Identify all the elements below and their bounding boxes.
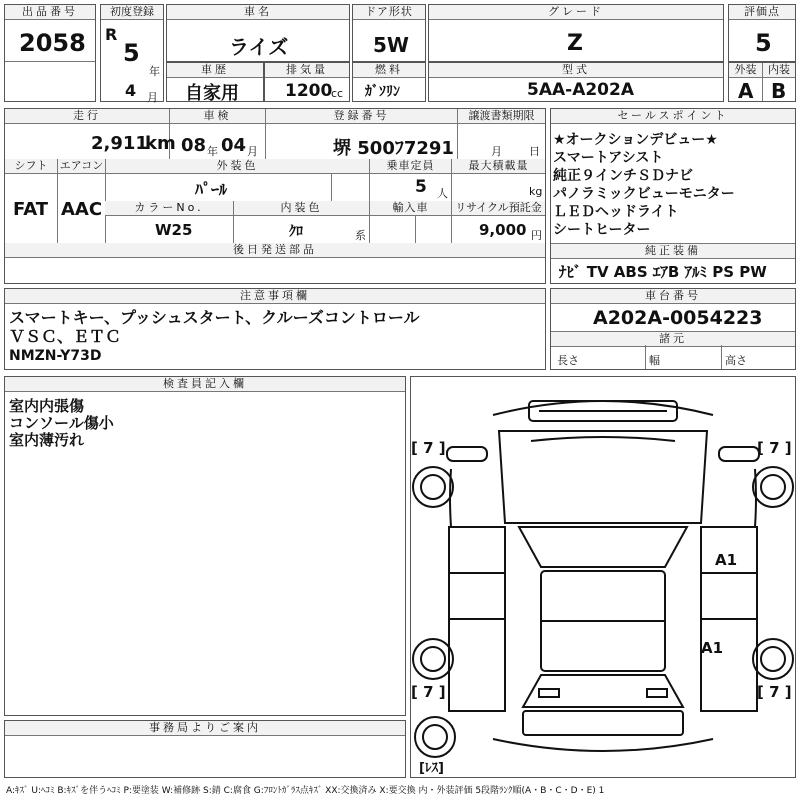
shift: FAT [13, 199, 49, 220]
history-header: 車歴 [167, 63, 263, 78]
tire-rear-left: [ 7 ] [411, 683, 446, 701]
model-header: 型式 [429, 63, 723, 78]
inspector-note: コンソール傷小 [9, 414, 114, 432]
length-label: 長さ [557, 354, 579, 367]
registration-header: 登録番号 [265, 109, 457, 124]
inspection-month: 04 [221, 135, 247, 156]
sales-point: スマートアシスト [553, 150, 664, 166]
capacity-header: 乗車定員 [369, 159, 451, 174]
tire-front-right: [ 7 ] [757, 439, 792, 457]
damage-mark: A1 [715, 551, 738, 569]
spec-block [4, 108, 546, 284]
month-unit: 月 [147, 91, 158, 104]
car-diagram-box [410, 376, 796, 778]
tire-rear-right: [ 7 ] [757, 683, 792, 701]
car-name-header: 車名 [167, 5, 349, 20]
exterior-grade: A [738, 79, 754, 103]
interior-color: ｸﾛ [289, 224, 303, 240]
sales-point: 純正９インチＳＤナビ [553, 168, 693, 184]
lot-number-box [4, 4, 96, 102]
era-mark: R [105, 25, 118, 44]
door-type: 5W [373, 33, 409, 57]
recycle-unit: 円 [531, 229, 542, 242]
car-name-box [166, 4, 350, 62]
inspection-year: 08 [181, 135, 207, 156]
year-unit: 年 [149, 65, 160, 78]
import-header: 輸入車 [369, 201, 451, 216]
sales-points-box [550, 108, 796, 284]
grade-header: グレード [429, 5, 723, 20]
model: 5AA-A202A [527, 80, 634, 100]
load-unit: kg [529, 185, 543, 198]
mileage-header: 走行 [5, 109, 169, 124]
transfer-doc-header: 譲渡書類期限 [457, 109, 545, 124]
color-number: W25 [155, 221, 193, 239]
first-registration-header: 初度登録 [101, 5, 163, 20]
caution-line: NMZN-Y73D [9, 348, 102, 364]
width-label: 幅 [649, 354, 660, 367]
registration-number: 堺 500ﾌ7291 [333, 138, 454, 159]
car-name: ライズ [229, 35, 289, 59]
exterior-header: 外装 [729, 63, 762, 78]
sales-points-header: セールスポイント [551, 109, 795, 124]
max-load-header: 最大積載量 [451, 159, 545, 174]
spare-tire-label: [ﾚｽ] [419, 761, 444, 776]
score-box [728, 4, 796, 62]
exterior-interior-box [728, 62, 796, 102]
inspector-note: 室内薄汚れ [9, 431, 85, 449]
mileage: 2,911 [91, 133, 148, 154]
sales-point: ★オークションデビュー★ [553, 132, 718, 148]
score: 5 [755, 29, 772, 57]
lot-number-header: 出品番号 [5, 5, 95, 20]
inspection-header: 車検 [169, 109, 265, 124]
shift-header: シフト [5, 159, 57, 174]
interior-grade: B [771, 79, 787, 103]
score-header: 評価点 [729, 5, 795, 20]
transfer-month-unit: 月 [491, 145, 502, 158]
aircon-header: エアコン [57, 159, 105, 174]
sales-point: パノラミックビューモニター [553, 186, 735, 202]
history-box [166, 62, 264, 102]
genuine-equipment: ﾅﾋﾞ TV ABS ｴｱB ｱﾙﾐ PS PW [559, 263, 767, 281]
fuel-header: 燃料 [353, 63, 425, 78]
legend: A:ｷｽﾞ U:ﾍｺﾐ B:ｷｽﾞを伴うﾍｺﾐ P:要塗装 W:補修跡 S:錆 C:腐食 G:ﾌﾛﾝﾄｶﾞﾗｽ点ｷｽﾞ XX:交換済み X:要交換 内・外装評価 5段階ﾗﾝｸ順(A・B・C・D・E) 1 [6, 786, 605, 796]
color-no-header: カラーNo. [105, 201, 233, 216]
recycle-fee: 9,000 [479, 221, 527, 239]
caution-box [4, 288, 546, 370]
fuel-box [352, 62, 426, 102]
int-color-header: 内装色 [233, 201, 369, 216]
door-box [352, 4, 426, 62]
registration-month: 4 [125, 81, 137, 100]
capacity-unit: 人 [437, 187, 448, 200]
interior-header: 内装 [762, 63, 795, 78]
dimensions-header: 諸元 [551, 331, 795, 347]
model-box [428, 62, 724, 102]
recycle-header: リサイクル預託金 [451, 201, 545, 216]
caution-line: ＶＳＣ、ＥＴＣ [9, 327, 122, 346]
office-box [4, 720, 406, 778]
displacement: 1200 [285, 81, 333, 101]
first-registration-box [100, 4, 164, 102]
grade: Z [567, 31, 583, 56]
caution-header: 注意事項欄 [5, 289, 545, 304]
km-unit: km [145, 133, 176, 154]
chassis-header: 車台番号 [551, 289, 795, 304]
registration-year: 5 [123, 39, 140, 67]
chassis-box [550, 288, 796, 370]
grade-box [428, 4, 724, 62]
inspection-year-unit: 年 [207, 145, 218, 158]
sales-point: ＬＥＤヘッドライト [553, 204, 679, 220]
tire-front-left: [ 7 ] [411, 439, 446, 457]
transfer-day-unit: 日 [529, 145, 540, 158]
sales-points-list [553, 131, 735, 239]
displacement-header: 排気量 [265, 63, 349, 78]
inspector-header: 検査員記入欄 [5, 377, 405, 392]
car-diagram [411, 377, 795, 777]
caution-line: スマートキー、プッシュスタート、クルーズコントロール [9, 308, 420, 327]
interior-color-unit: 系 [355, 229, 366, 242]
exterior-color: ﾊﾟｰﾙ [195, 180, 228, 199]
sales-point: シートヒーター [553, 222, 651, 238]
inspection-month-unit: 月 [247, 145, 258, 158]
capacity: 5 [415, 177, 427, 197]
height-label: 高さ [725, 354, 747, 367]
chassis-number: A202A-0054223 [593, 307, 763, 329]
lot-number: 2058 [19, 29, 86, 57]
genuine-equipment-header: 純正装備 [551, 243, 795, 259]
aircon: AAC [61, 199, 103, 220]
cc-unit: cc [331, 87, 344, 100]
fuel: ｶﾞｿﾘﾝ [365, 84, 400, 100]
later-parts-header: 後日発送部品 [5, 243, 545, 258]
history: 自家用 [185, 83, 239, 104]
inspector-box [4, 376, 406, 716]
office-header: 事務局よりご案内 [5, 721, 405, 736]
inspector-note: 室内内張傷 [9, 397, 85, 415]
displacement-box [264, 62, 350, 102]
damage-mark: A1 [701, 639, 724, 657]
door-header: ドア形状 [353, 5, 425, 20]
ext-color-header: 外装色 [105, 159, 369, 174]
